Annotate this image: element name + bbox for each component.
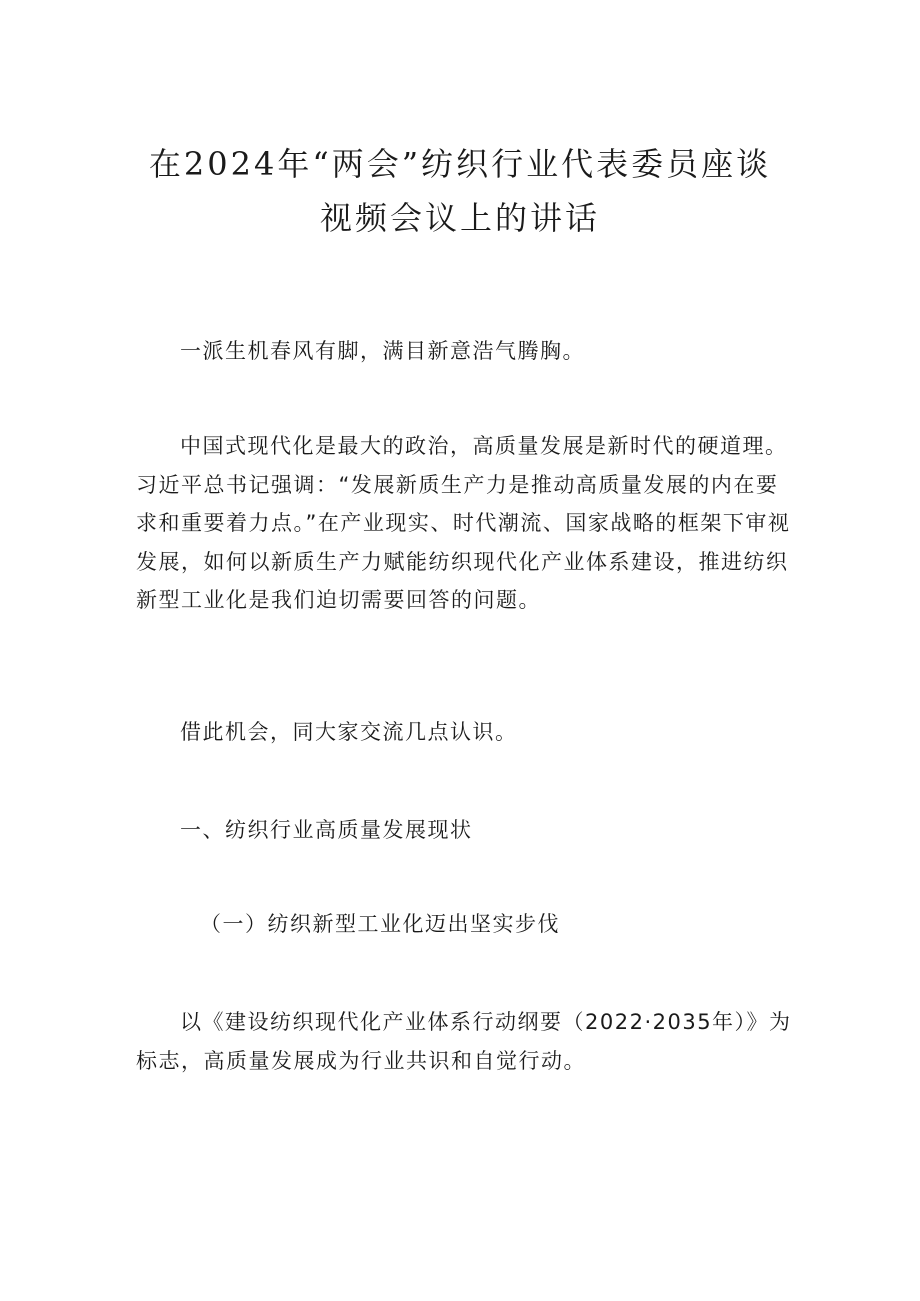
paragraph-opening: 一派生机春风有脚，满目新意浩气腾胸。 [180,339,585,363]
subsection-heading-1: （一）纺织新型工业化迈出坚实步伐 [200,912,560,936]
paragraph-exchange: 借此机会，同大家交流几点认识。 [180,720,518,744]
document-title-line-1: 在2024年“两会”纺织行业代表委员座谈 [148,145,772,183]
document-title-line-2: 视频会议上的讲话 [319,199,600,237]
paragraph-action-plan: 以《建设纺织现代化产业体系行动纲要（2022·2035年）》为标志，高质量发展成为行业共识和自觉行动。 [136,1010,792,1073]
paragraph-modernization: 中国式现代化是最大的政治，高质量发展是新时代的硬道理。习近平总书记强调：“发展新质生产力是推动高质量发展的内在要求和重要着力点。”在产业现实、时代潮流、国家战略的框架下审视发展，如何以新质生产力赋能纺织现代化产业体系建设，推进纺织新型工业化是我们迫切需要回答的问题。 [136,434,791,612]
section-heading-1: 一、纺织行业高质量发展现状 [180,818,473,842]
